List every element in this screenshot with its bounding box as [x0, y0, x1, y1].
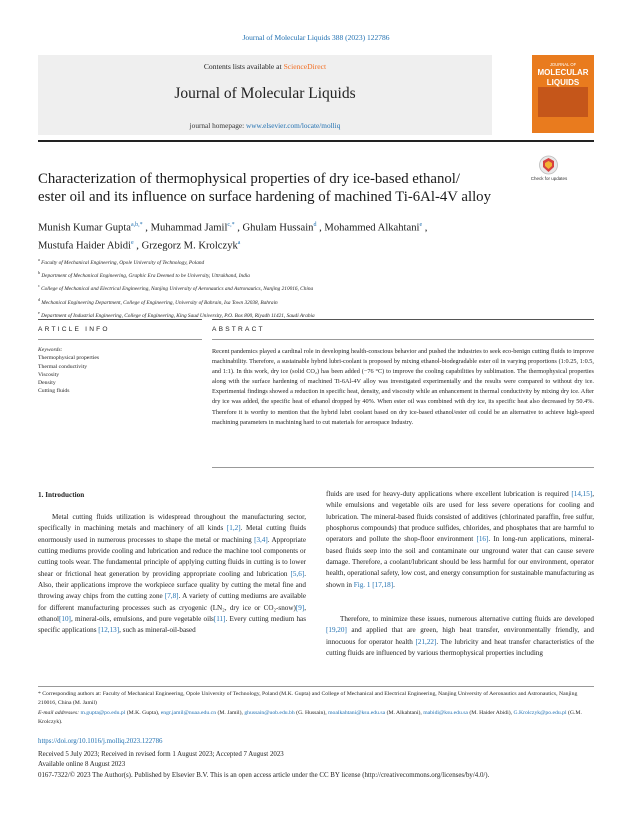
- author-name[interactable]: Mohammed Alkahtani: [324, 222, 420, 234]
- keyword[interactable]: Viscosity: [38, 371, 60, 378]
- body-text: . Metal cutting fluids enormously used in numerous processes to shape the metal or machining: [38, 524, 306, 544]
- author-separator: ,: [142, 222, 151, 234]
- homepage-link[interactable]: www.elsevier.com/locate/molliq: [245, 121, 341, 130]
- citation-link[interactable]: [3,4]: [254, 535, 268, 544]
- body-text: , mineral-oils, emulsions, and pure vegetable oils: [70, 615, 214, 624]
- abstract-rule: [212, 339, 594, 340]
- title-line-1: Characterization of thermophysical properties of dry ice-based ethanol/: [38, 171, 460, 187]
- citation-link[interactable]: [1,2]: [226, 524, 241, 533]
- cover-line-3: LIQUIDS: [546, 78, 580, 87]
- author-list: [38, 218, 578, 253]
- contents-prefix: Contents lists available at: [203, 62, 284, 71]
- check-updates-icon: [533, 155, 564, 175]
- author-affiliation-marker[interactable]: e: [419, 222, 423, 228]
- keywords-label: Keywords:: [38, 347, 63, 353]
- affiliation: [38, 255, 594, 268]
- title-line-2: ester oil and its influence on surface hardening of machined Ti-6Al-4V alloy: [38, 189, 491, 205]
- journal-header: [38, 55, 492, 135]
- cover-image-band: [538, 87, 588, 117]
- citation-link[interactable]: [14,15]: [571, 490, 593, 498]
- citation-link[interactable]: [10]: [59, 615, 71, 624]
- body-text: fluids are used for heavy-duty applications where excellent lubrication is required: [326, 490, 572, 498]
- journal-homepage: [38, 121, 492, 130]
- email-link[interactable]: G.Krolczyk@po.edu.pl: [513, 709, 567, 716]
- affiliation: [38, 295, 594, 308]
- keyword[interactable]: Thermal conductivity: [38, 363, 88, 370]
- journal-citation[interactable]: Journal of Molecular Liquids 388 (2023) 122786: [242, 33, 390, 42]
- author-name[interactable]: Muhammad Jamil: [150, 222, 228, 234]
- email-link[interactable]: ghussain@uob.edu.bh: [244, 709, 295, 716]
- header-rule: [38, 140, 594, 142]
- affiliation-text: College of Mechanical and Electrical Engineering, Nanjing University of Aeronautics and Astronautics, Nanjing 210016, China: [39, 286, 314, 293]
- abstract-heading: ABSTRACT: [212, 326, 265, 333]
- citation-link[interactable]: [12,13]: [98, 626, 120, 635]
- affiliation-text: Department of Mechanical Engineering, Graphic Era Deemed to be University, Uttrakhand, India: [40, 272, 250, 279]
- citation-link[interactable]: [11]: [213, 615, 226, 624]
- email-label: E-mail addresses:: [38, 709, 81, 716]
- citation-link[interactable]: [5,6]: [290, 569, 305, 578]
- email-addresses: [38, 709, 594, 728]
- author-name[interactable]: Munish Kumar Gupta: [38, 222, 131, 234]
- cover-line-2: MOLECULAR: [537, 68, 589, 77]
- article-info-heading: ARTICLE INFO: [38, 326, 110, 333]
- citation-link[interactable]: Fig. 1: [353, 580, 371, 589]
- article-title: [38, 170, 518, 206]
- body-text: , while emulsions and vegetable oils are used for less severe operations for cooling and lubrication. The mineral-based fluids consisted of additives (chlorinated paraffin, free sulfur, phosphorus compounds) that produce sulfides, chlorides, and phosphates that are harmful to operators and pollute the shop-floor environment: [326, 490, 594, 544]
- intro-paragraph-1: [38, 512, 306, 637]
- email-link[interactable]: moalkahtani@ksu.edu.sa: [328, 709, 386, 716]
- affiliation: [38, 268, 594, 281]
- journal-cover-thumbnail[interactable]: [532, 55, 594, 133]
- body-text: . The lubricity and heat transfer characteristics of the cutting fluids are influenced by various thermophysical properties including: [326, 637, 594, 658]
- author-affiliation-marker[interactable]: d: [313, 222, 317, 228]
- abstract-text: Recent pandemics played a cardinal role in developing health-conscious behavior and pushed the industries to seek eco-benign cutting fluids to improve machinability. Therefore, a sustainable hybrid lubri-coolant is proposed by mixing ethanol-biodegradable ester oil in varying proportions (1:0.25, 1:0.5, and 1:1). In this work, dry ice (solid CO₂) has been added (−76 °C) to improve the cooling capabilities by sublimation. The thermophysical properties along with the surface hardening of machined Ti-6Al-4V alloy was investigated experimentally and the results were compared to without dry ice. Experimental findings showed a reduction in specific heat, density, and viscosity while an enhancement in thermal conductivity by mixing dry ice. After dry ice was added, the specific heat of ethanol dropped by 40%. When ester oil was combined with dry ice, its specific heat also decreased by 50.4%. Therefore it is worthy to mention that the hybrid lubri coolant based on dry ice-based ethanol/ester oil could be an alternative to achieve high-speed machining parameters in machining hard to cut materials for aerospace Industry.: [212, 348, 594, 426]
- author-name[interactable]: Grzegorz M. Krolczyk: [141, 240, 238, 252]
- doi-link[interactable]: https://doi.org/10.1016/j.molliq.2023.122786: [38, 738, 163, 745]
- body-text: Metal cutting fluids utilization is widespread throughout the manufacturing sector, specifically in machining metals and machinery of all kinds: [38, 513, 306, 533]
- citation-link[interactable]: [17,18]: [372, 580, 394, 589]
- affiliation-text: Faculty of Mechanical Engineering, Opole University of Technology, Poland: [39, 259, 205, 266]
- intro-paragraph-1-continued: [326, 489, 594, 591]
- keyword[interactable]: Thermophysical properties: [38, 355, 100, 362]
- contents-available: [38, 62, 492, 71]
- email-link[interactable]: mabidi@ksu.edu.sa: [423, 709, 468, 716]
- body-text: .: [393, 580, 395, 589]
- citation-link[interactable]: [9]: [295, 603, 305, 612]
- email-owner: (G.M. Krolczyk).: [38, 709, 582, 725]
- abstract-top-rule: [212, 319, 594, 320]
- author-name[interactable]: Mustufa Haider Abidi: [38, 240, 131, 252]
- author-separator: ,: [234, 222, 243, 234]
- keyword[interactable]: Cutting fluids: [38, 388, 70, 395]
- article-info-top-rule: [38, 319, 202, 320]
- journal-title: Journal of Molecular Liquids: [174, 85, 356, 102]
- email-link[interactable]: m.gupta@po.edu.pl: [80, 709, 126, 716]
- affiliation-marker: e: [38, 309, 40, 315]
- email-link[interactable]: engr.jamil@nuaa.edu.cn: [160, 709, 217, 716]
- body-text: . Appropriate cutting mediums provide cooling and lubrication and reduce the machine tool components or cutting tools wear. The fundamental principle of applying cutting fluids in cutting is to lower shear or frictional heat generation by providing appropriate cooling and lubrication: [38, 535, 306, 578]
- received-dates: Received 5 July 2023; Received in revised form 1 August 2023; Accepted 7 August 2023: [38, 751, 284, 758]
- affiliation-text: Department of Industrial Engineering, College of Engineering, King Saud University, P.O. Box 800, Riyadh 11421, Saudi Arabia: [39, 312, 315, 319]
- affiliation-list: [38, 255, 594, 321]
- body-text: , such as mineral-oil-based: [119, 626, 196, 635]
- body-text: . A variety of cutting mediums are available for different manufacturing processes such as cryogenic (LN₂, dry ice or CO₂-snow): [38, 592, 306, 612]
- available-online: Available online 8 August 2023: [38, 761, 126, 769]
- abstract-bottom-rule: [212, 467, 594, 468]
- citation-link[interactable]: [19,20]: [326, 626, 347, 635]
- check-for-updates-badge[interactable]: [530, 155, 568, 187]
- author-separator: ,: [316, 222, 325, 234]
- body-text: . Every cutting medium has specific applications: [38, 615, 307, 635]
- license-line: 0167-7322/© 2023 The Author(s). Published by Elsevier B.V. This is an open access article under the CC BY license (http://creativecommons.org/licenses/by/4.0/).: [38, 771, 490, 779]
- author-affiliation-marker[interactable]: a: [237, 239, 241, 246]
- affiliation-marker: d: [38, 296, 40, 302]
- email-owner: (M.K. Gupta),: [125, 709, 161, 716]
- keyword[interactable]: Density: [38, 380, 56, 387]
- section-heading-introduction: 1. Introduction: [38, 491, 85, 499]
- body-text: . In long-run applications, mineral-based fluids seep into the soil and contaminate our unground water that can cause severe damage. Therefore, a coolant/lubricant should be less harmful for our environment, operator health, operational safety, low cost, and energy consumption for sustainable manufacturing as shown in: [326, 535, 594, 589]
- author-affiliation-marker[interactable]: a,b,*: [130, 222, 143, 228]
- affiliation-marker: b: [38, 270, 40, 276]
- author-affiliation-marker[interactable]: e: [130, 239, 134, 246]
- email-owner: (M. Jamil),: [216, 709, 245, 716]
- sciencedirect-link[interactable]: ScienceDirect: [283, 62, 327, 71]
- corresponding-authors-note: * Corresponding authors at: Faculty of Mechanical Engineering, Opole University of Technology, Poland (M.K. Gupta) and College of Mechanical and Electrical Engineering, Nanjing University of Aeronautics and Astronautics, Nanjing 210016, China (M. Jamil): [38, 691, 578, 707]
- author-name[interactable]: Ghulam Hussain: [242, 222, 314, 234]
- body-text: Therefore, to minimize these issues, numerous alternative cutting fluids are developed: [340, 615, 594, 623]
- affiliation-marker: c: [38, 283, 40, 289]
- homepage-prefix: journal homepage:: [189, 121, 246, 130]
- email-owner: (M. Haider Abidi),: [467, 709, 514, 716]
- keywords-list: [38, 354, 198, 395]
- email-owner: (G. Hussain),: [294, 709, 329, 716]
- citation-link[interactable]: [7,8]: [164, 592, 179, 601]
- affiliation-marker: a: [38, 257, 40, 262]
- email-owner: (M. Alkahtani),: [385, 709, 424, 716]
- article-info-rule: [38, 339, 202, 340]
- keywords-block: [38, 346, 198, 396]
- body-text: , ethanol: [38, 603, 306, 624]
- body-text: and applied that are green, high heat transfer, environmentally friendly, and innocuous for operator health: [326, 626, 594, 646]
- footnotes: [38, 690, 594, 727]
- cover-text: [536, 62, 590, 87]
- footnote-rule: [38, 686, 594, 687]
- affiliation: [38, 281, 594, 294]
- author-affiliation-marker[interactable]: c,*: [227, 222, 235, 228]
- article-history: [38, 750, 594, 781]
- intro-paragraph-2: [326, 614, 594, 659]
- body-text: . Also, their applications improve the workpiece surface quality by cutting the metal fine and throwing away chips from the cutting zone: [38, 569, 306, 601]
- cover-line-1: JOURNAL OF: [549, 62, 577, 67]
- check-updates-label: Check for updates: [530, 176, 568, 181]
- citation-link[interactable]: [16]: [476, 535, 489, 544]
- affiliation-text: Mechanical Engineering Department, College of Engineering, University of Bahrain, Isa Town 32038, Bahrain: [40, 299, 278, 306]
- author-separator: ,: [133, 240, 142, 252]
- author-separator: ,: [422, 222, 428, 234]
- citation-link[interactable]: [21,22]: [415, 637, 437, 646]
